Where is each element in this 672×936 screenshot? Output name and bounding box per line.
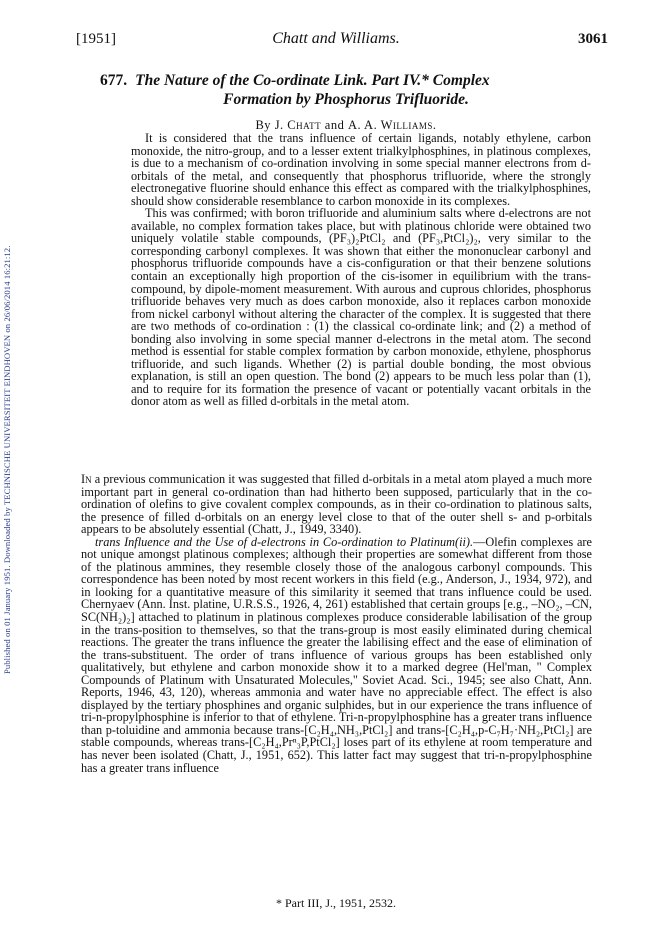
abstract-paragraph-2: This was confirmed; with boron trifluoride and aluminium salts where d-electrons are not available, no complex formation takes place, but with platinous chloride were obtained two uniquely volatile stable compounds, (PF₃)₂PtCl₂ and (PF₃,PtCl₂)₂, very similar to the corresponding carbonyl complexes. It was shown that either the mononuclear carbonyl and phosphorus trifluoride compounds have a cis-configuration or that their benzene solutions contain an exceptionally high proportion of the cis-isomer in equilibrium with the trans-compound, by dipole-moment measurement. With aurous and cuprous chlorides, phosphorus trifluoride behaves very much as does carbon monoxide, also it replaces carbon monoxide from nickel carbonyl without altering the character of the complex. It is suggested that there are two methods of co-ordination : (1) the classical co-ordinate link; and (2) a method of bonding also involving in some special manner d-electrons in the metal atom. The second method is essential for stable complex formation by carbon monoxide, ethylene, phosphorus trifluoride, and such ligands. Whether (2) is partial double bonding, the most obvious explanation, is still an open question. The bond (2) appears to be much less polar than (1), and to require for its formation the presence of vacant or potentially vacant orbitals in the donor atom as well as filled d-orbitals in the metal atom. bbox=[131, 206, 591, 409]
article-header bbox=[100, 71, 592, 133]
author-1: J. Chatt bbox=[274, 118, 322, 132]
page-number: 3061 bbox=[578, 31, 608, 47]
abstract-paragraph-1: It is considered that the trans influence of certain ligands, notably ethylene, carbon monoxide, the nitro-group, and to a lesser extent trialkylphosphines, in platinous complexes, is due to a mechanism of co-ordination involving in some special manner electrons from d-orbitals of the metal, and consequently that phosphorus trifluoride, where the strongly electronegative fluorine should enhance this effect as compared with the trialkylphosphines, should show considerable resemblance to carbon monoxide in its complexes. bbox=[131, 131, 591, 208]
running-head-authors: Chatt and Williams. bbox=[272, 30, 400, 47]
author-2: A. A. Williams. bbox=[347, 118, 437, 132]
section-heading: trans Influence and the Use of d-electrons in Co-ordination to Platinum(ii). bbox=[95, 534, 474, 549]
byline-and: and bbox=[324, 118, 345, 132]
body-paragraph-1-text: a previous communication it was suggested that filled d-orbitals in a metal atom played a much more important part in general co-ordination than had hitherto been supposed, particularly that in the co-ordination of olefins to give covalent complex compounds, as in their co-ordination to platinous salts, the presence of filled d-orbitals on an energy level close to that of the outer shell s- and p-orbitals appears to be absolutely essential (Chatt, J., 1949, 3340). bbox=[81, 472, 592, 537]
title-line-1 bbox=[100, 71, 592, 90]
body-paragraph-2-text: —Olefin complexes are not unique amongst platinous complexes; although their properties are somewhat different from those of the platinous ammines, they resemble closely those of the analogous carbonyl compounds. This correspondence has been noted by most recent workers in this field (e.g., Anderson, J., 1934, 972), and in looking for a quantitative measure of this similarity it seemed that trans influence could be used. Chernyaev (Ann. Inst. platine, U.R.S.S., 1926, 4, 261) established that certain groups [e.g., –NO₂, –CN, SC(NH₂)₂] attached to platinum in platinous complexes produce considerable labilisation of the group in the trans-position to themselves, so that the trans-group is most easily eliminated during chemical reactions. The greater the trans influence the greater the labilising effect and the ease of elimination of the trans-substituent. The order of trans influence of various groups has been established only qualitatively, but ethylene and carbon monoxide show it to a marked degree (Hel'man, " Complex Compounds of Platinum with Unsaturated Molecules," Soviet Acad. Sci., 1945; see also Chatt, Ann. Reports, 1946, 43, 120), whereas ammonia and water have no appreciable effect. The effect is also displayed by the tertiary phosphines and organic sulphides, but in our experience the trans influence of tri-n-propylphosphine is inferior to that of ethylene. Tri-n-propylphosphine has a greater trans influence than p-toluidine and ammonia because trans-[C₂H₄,NH₃,PtCl₂] and trans-[C₂H₄,p-C₇H₇·NH₂,PtCl₂] are stable compounds, whereas trans-[C₂H₄,Prⁿ₃P,PtCl₂] loses part of its ethylene at room temperature and has never been isolated (Chatt, J., 1951, 652). This latter fact may suggest that tri-n-propylphosphine has a greater trans influence bbox=[81, 534, 592, 775]
download-watermark: Published on 01 January 1951. Downloaded by TECHNISCHE UNIVERSITEIT EINDHOVEN on 26/06/2014 16:21:12. bbox=[2, 245, 12, 675]
title-line-2: Formation by Phosphorus Trifluoride. bbox=[223, 91, 469, 108]
body-paragraph-2 bbox=[81, 536, 592, 774]
drop-word: In bbox=[81, 472, 92, 486]
title-text-1: The Nature of the Co-ordinate Link. Part IV.* Complex bbox=[135, 72, 490, 89]
body-paragraph-1 bbox=[81, 473, 592, 536]
footnote: * Part III, J., 1951, 2532. bbox=[276, 896, 396, 910]
article-number: 677. bbox=[100, 72, 128, 89]
abstract bbox=[131, 132, 591, 408]
running-head-year: [1951] bbox=[76, 31, 116, 47]
byline-by: By bbox=[255, 118, 272, 132]
article-body bbox=[81, 473, 592, 774]
